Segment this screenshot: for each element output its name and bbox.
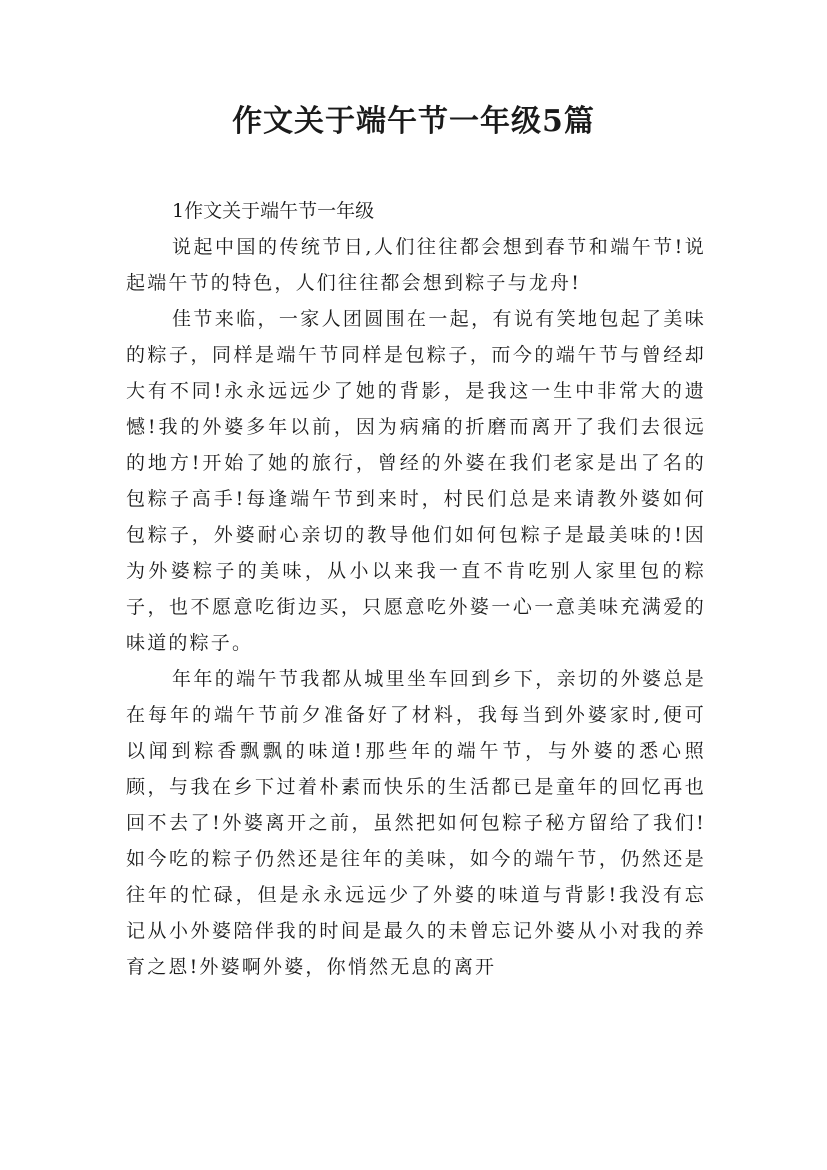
document-title: 作文关于端午节一年级5篇	[232, 104, 595, 139]
paragraph-1: 说起中国的传统节日,人们往往都会想到春节和端午节!说起端午节的特色，人们往往都会想到粽子与龙舟!	[126, 236, 706, 294]
paragraph-2: 佳节来临，一家人团圆围在一起，有说有笑地包起了美味的粽子，同样是端午节同样是包粽子，而今的端午节与曾经却大有不同!永永远远少了她的背影，是我这一生中非常大的遗憾!我的外婆多年以前，因为病痛的折磨而离开了我们去很远的地方!开始了她的旅行，曾经的外婆在我们老家是出了名的包粽子高手!每逢端午节到来时，村民们总是来请教外婆如何包粽子，外婆耐心亲切的教导他们如何包粽子是最美味的!因为外婆粽子的美味，从小以来我一直不肯吃别人家里包的粽子，也不愿意吃街边买，只愿意吃外婆一心一意美味充满爱的味道的粽子。	[126, 308, 706, 654]
paragraph-3: 年年的端午节我都从城里坐车回到乡下，亲切的外婆总是在每年的端午节前夕准备好了材料，我每当到外婆家时,便可以闻到粽香飘飘的味道!那些年的端午节，与外婆的悉心照顾，与我在乡下过着朴素而快乐的生活都已是童年的回忆再也回不去了!外婆离开之前，虽然把如何包粽子秘方留给了我们!如今吃的粽子仍然还是往年的美味，如今的端午节，仍然还是往年的忙碌，但是永永远远少了外婆的味道与背影!我没有忘记从小外婆陪伴我的时间是最久的未曾忘记外婆从小对我的养育之恩!外婆啊外婆，你悄然无息的离开	[126, 668, 706, 978]
document-body	[126, 196, 706, 985]
section-heading: 1作文关于端午节一年级	[172, 200, 375, 222]
